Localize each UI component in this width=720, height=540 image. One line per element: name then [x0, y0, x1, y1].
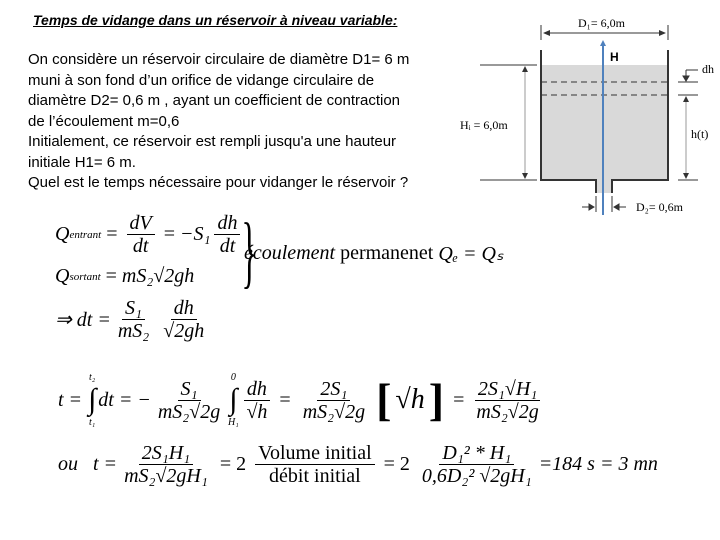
note-text: Qₑ = Qₛ: [438, 243, 504, 265]
fraction: $\frac{\text{Volume initial}}{\text{débit initial}}$: [255, 442, 375, 487]
term: √h: [395, 384, 425, 415]
term: ou: [58, 453, 78, 475]
hi-label: Hᵢ = 6,0m: [460, 118, 508, 132]
fraction: $\frac{\text{2S₁√H₁}}{\text{mS₂√2g}}$: [476, 377, 539, 423]
equation-outflow: Q sortant = mS₂√2gh: [55, 265, 195, 287]
steady-flow-note: [244, 241, 503, 266]
fraction: $\frac{dV}{dt}$: [127, 212, 155, 257]
fraction: $\frac{\text{S₁}}{\text{mS₂}}$: [117, 297, 150, 342]
statement-line: initiale H1= 6 m.: [28, 153, 136, 171]
fraction: $\frac{dh}{√2gh}$: [163, 297, 205, 342]
q-symbol: Q: [55, 265, 70, 287]
d1-label: D₁= 6,0m: [578, 16, 625, 30]
equation-dt: [55, 297, 211, 342]
note-text: écoulement: [244, 242, 336, 264]
equation-inflow: Q entrant = $\frac{dV}{dt}$ = −S₁ $\frac{dh}{dt}$: [55, 212, 244, 257]
statement-line: Quel est le temps nécessaire pour vidanger le réservoir ?: [28, 174, 409, 191]
term: t =: [58, 388, 83, 411]
problem-statement: [28, 50, 458, 194]
subscript: entrant: [69, 228, 102, 241]
fraction: $\frac{dh}{√h}$: [243, 378, 270, 423]
fraction: $\frac{dh}{dt}$: [214, 212, 240, 257]
term: ⇒ dt =: [55, 309, 111, 331]
fraction: $\frac{\text{D₁² * H₁}}{\text{0,6D₂² √2gH₁}}$: [421, 442, 532, 487]
ht-label: h(t): [691, 127, 709, 141]
final-result: =184 s = 3 mn: [538, 453, 658, 475]
statement-line: diamètre D2= 0,6 m , ayant un coefficient de contraction: [28, 92, 401, 109]
term: dt = −: [98, 388, 151, 411]
statement-line: On considère un réservoir circulaire de diamètre D1= 6 m: [28, 51, 410, 68]
equation-result: ou t = $\frac{\text{2S₁H₁}}{\text{mS₂√2gH₁}}$ = 2 $\frac{\text{Volume initial}}{\text{débit initial}}$ = 2 $\frac{\text{D₁² * H₁}}{\text{0,6D₂² √2gH₁}}$ =184 s = 3 mn: [58, 442, 658, 487]
term: −S₁: [180, 223, 211, 245]
term: mS₂√2gh: [121, 265, 195, 287]
q-symbol: Q: [55, 223, 70, 245]
dh-label: dh: [702, 62, 714, 76]
subscript: sortant: [69, 270, 101, 283]
fraction: $\frac{\text{2S₁}}{\text{mS₂√2g}}$: [302, 377, 366, 423]
d2-label: D₂= 0,6m: [636, 200, 683, 214]
term: t =: [93, 453, 118, 475]
fraction: $\frac{\text{2S₁H₁}}{\text{mS₂√2gH₁}}$: [124, 442, 208, 487]
fraction: $\frac{\text{S₁}}{\text{mS₂√2g}}$: [157, 377, 221, 423]
statement-line: muni à son fond d’un orifice de vidange circulaire de: [28, 71, 375, 89]
statement-line: Initialement, ce réservoir est rempli jusqu'a une hauteur: [28, 133, 397, 150]
equation-integral: t = t₂ ∫ t₁ dt = − $\frac{\text{S₁}}{\text{mS₂√2g}}$ 0 ∫ H₁ $\frac{dh}{√h}$ = $\frac{\text{2S₁}}{\text{mS₂√2g}}$ [ √h ] = $\frac{\text{2S₁√H₁}}{\text{mS₂√2g}}$: [58, 372, 546, 428]
note-text: permanenet: [340, 242, 434, 264]
brace: }: [241, 208, 257, 296]
reservoir-diagram: [440, 0, 720, 230]
h-axis-label: H: [610, 50, 619, 64]
statement-line: de l’écoulement m=0,6: [28, 112, 180, 130]
exercise-title: Temps de vidange dans un réservoir à niveau variable:: [33, 12, 398, 28]
